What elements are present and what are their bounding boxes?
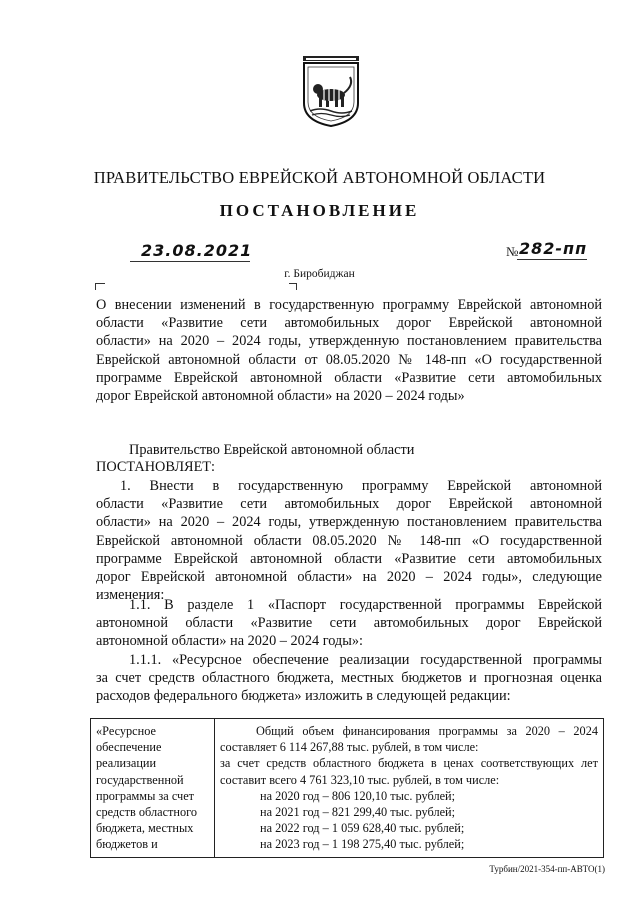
content-line: на 2023 год – 1 198 275,40 тыс. рублей; [260,837,465,852]
subject-corner-right [289,283,297,290]
content-line: Общий объем финансирования программы за 2020 – 2024 [256,724,598,738]
item-line: за счет средств областного бюджета, местных бюджетов и прогнозная оценка [96,670,602,687]
content-line: на 2022 год – 1 059 628,40 тыс. рублей; [260,821,465,836]
table-row [91,719,604,858]
item-line: области «Развитие сети автомобильных дорог Еврейской автономной [96,496,602,513]
content-line: составит всего 4 761 323,10 тыс. рублей, в том числе: [220,772,500,787]
resource-table [90,718,604,858]
item-line: расходов федерального бюджета» изложить в следующей редакции: [96,688,511,705]
item-line: автономной области» на 2020 – 2024 годы»: [96,633,363,650]
city-name: г. Биробиджан [284,268,355,280]
label-line: обеспечение [96,740,162,755]
document-subject [96,296,602,405]
document-date: 23.08.2021 [141,241,253,260]
document-type-heading: ПОСТАНОВЛЕНИЕ [219,201,420,220]
date-underline [130,261,250,262]
number-underline [517,259,587,260]
label-line: государственной [96,772,184,787]
organization-title: ПРАВИТЕЛЬСТВО ЕВРЕЙСКОЙ АВТОНОМНОЙ ОБЛАСТИ [93,168,546,187]
decrees-word: ПОСТАНОВЛЯЕТ: [96,459,216,475]
item-line: автономной области «Развитие сети автомобильных дорог Еврейской [96,615,602,632]
item-1 [96,477,602,604]
item-line: 1.1. В разделе 1 «Паспорт государственной программы Еврейской [129,597,602,613]
label-line: бюджетов и [96,837,158,852]
label-line: программы за счет [96,788,195,803]
subject-line: программе Еврейской автономной области «Развитие сети автомобильных [96,369,602,386]
item-line: области» на 2020 – 2024 годы, утвержденную постановлением правительства [96,514,602,531]
content-line: за счет средств областного бюджета в ценах соответствующих лет [220,756,598,771]
item-line: 1. Внести в государственную программу Еврейской автономной [120,478,602,494]
item-line: Еврейской автономной области 08.05.2020 № 148-пп «О государственной [96,532,602,549]
number-label: № [506,244,519,259]
subject-corner-left [95,283,105,290]
document-code: Турбин/2021-354-пп-АВТО(1) [489,864,605,874]
coat-of-arms-emblem [302,55,360,127]
government-line: Правительство Еврейской автономной области [129,442,415,458]
table-cell-label [91,719,215,858]
item-line: дорог Еврейской автономной области» на 2020 – 2024 годы», следующие [96,569,602,586]
label-line: «Ресурсное [96,724,156,738]
subject-line: дорог Еврейской автономной области» на 2020 – 2024 годы» [96,388,465,405]
table-cell-content [215,719,604,858]
subject-line: Еврейской автономной области от 08.05.2020 № 148-пп «О государственной [96,351,602,368]
item-1-1 [96,596,602,651]
label-line: реализации [96,756,157,771]
item-line: изменения: [96,587,165,604]
subject-line: области» на 2020 – 2024 годы, утвержденную постановлением правительства [96,333,602,350]
subject-line: области «Развитие сети автомобильных дорог Еврейской автономной [96,315,602,332]
content-line: на 2021 год – 821 299,40 тыс. рублей; [260,805,456,820]
content-line: составляет 6 114 267,88 тыс. рублей, в том числе: [220,740,479,755]
item-line: программе Еврейской автономной области «Развитие сети автомобильных [96,550,602,567]
label-line: средств областного [96,805,198,820]
label-line: бюджета, местных [96,821,194,836]
item-1-1-1 [96,651,602,706]
document-number: 282-пп [519,239,588,258]
subject-line: О внесении изменений в государственную программу Еврейской автономной [96,297,602,313]
content-line: на 2020 год – 806 120,10 тыс. рублей; [260,788,456,803]
item-line: 1.1.1. «Ресурсное обеспечение реализации государственной программы [129,652,602,668]
